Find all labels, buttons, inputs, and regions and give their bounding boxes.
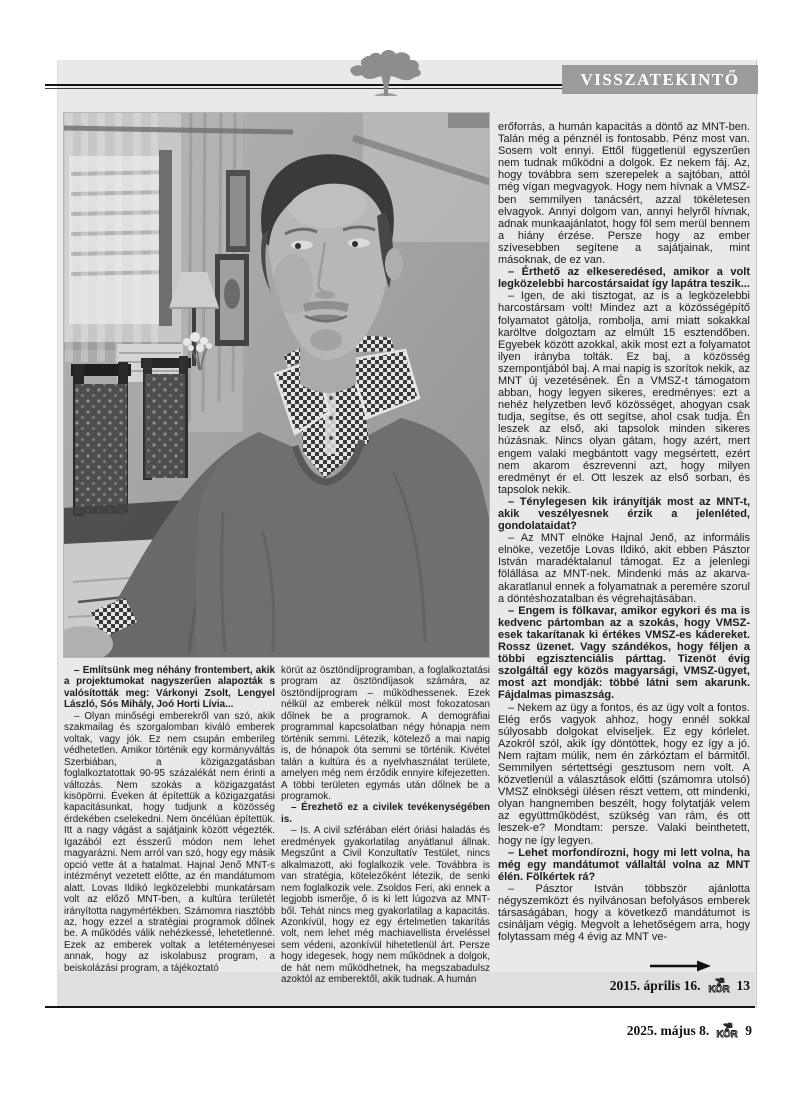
question-paragraph: – Lehet morfondírozni, hogy mi lett volna, ha még egy mandátumot vállaltál volna az MNT élén. Fölkértek rá?: [498, 846, 750, 883]
answer-paragraph: – Is. A civil szférában elért óriási haladás és eredmények gyakorlatilag anyátlanul állnak. Megszűnt a Civil Konzultatív Testület, nincs alkalmazott, aki foglalkozik vele. Továbbra is van stratégia, kötelezőként létezik, de senki nem foglalkozik vele. Zsoldos Feri, aki ennek a legjobb ismerője, ő is ki lett lúgozva az MNT-ből. Tehát nincs meg gyakorlatilag a kapacitás. Azonkívül, hogy ez egy értelmetlen takarítás volt, nem lehet még machiavellista érveléssel sem védeni, azonkívül hihetetlenül árt. Persze hogy idegesek, hogy nem működnek a dolgok, de hát nem működhetnek, ha megszabadulsz azoktól az emberektől, akik tudnak. A humán: [281, 825, 490, 986]
answer-paragraph: – Igen, de aki tisztogat, az is a legközelebbi harcostársam volt! Mindez azt a közösségépítő folyamatot gátolja, rombolja, ami miatt sokakkal karöltve dolgoztam az elmúlt 15 esztendőben. Egyebek között azokkal, akik most ezt a folyamatot ilyen irányba tolták. Ez baj, a közösség szempontjából baj. A mai napig is szorítok nekik, az MNT új vezetésének. Én a VMSZ-t támogatom abban, hogy legyen sikeres, eredményes: ezt a nehéz helyzetben levő közösséget, ahogyan csak tudja, segítse, és ott segítse, ahol csak tudja. Én leszek az első, aki tapsolok minden sikeres húzásnak. Nincs olyan gátam, hogy azért, mert engem valaki megbántott vagy megsértett, ezért nem akarom észrevenni azt, hogy milyen eredményt ér el. Ott leszek az első sorban, és tapsolok nekik.: [498, 290, 750, 496]
answer-paragraph: – Olyan minőségi emberekről van szó, akik szakmailag és szorgalomban kiváló emberek voltak, vagy jók. Ez nem csupán emberileg védhetetlen. Amikor történik egy kormányváltás Szerbiában, a közigazgatásban foglalkoztatottak 90-95 százalékát nem érinti a változás. Nem szokás a közigazgatást kisöpörni. Éveken át építettük a közigazgatási kapacitásunkat, hogy tudjunk a közösség érdekében cselekedni. Nem öncélúan építettük. Itt a nagy vágást a sajátjaink között végezték. Igazából ezt ésszerű módon nem lehet magyarázni. Nem arról van szó, hogy egy másik opció vette át a hatalmat. Hajnal Jenő MNT-s intézményt vezetett előtte, az én mandátumom alatt. Lovas Ildikó legközelebbi munkatársam volt az előző MNT-ben, a kultúra területét irányította nagymértékben. Számomra riasztóbb az, hogy ezzel a stratégiai programok dőlnek be. A működés válik nehézkessé, lehetetlenné. Ezek az emberek voltak a letéteményesei annak, hogy az iskolabusz program, a beiskolázási program, a tájékoztató: [64, 710, 275, 974]
kor-magazine-logo-icon: [706, 977, 732, 994]
article-column-2: [281, 665, 490, 991]
inner-page-footer: [610, 977, 750, 994]
continuation-paragraph: körút az ösztöndíjprogramban, a foglalkoztatási program az ösztöndíjasok számára, az ösztöndíjprogram – működhessenek. Ezek nélkül az emberek nélkül most fokozatosan dőlnek be a programok. A demográfiai programmal kapcsolatban négy hónapja nem történik semmi. Létezik, kötelező a mai napig is, de hónapok óta semmi se történik. Kivétel talán a kultúra és a nyelvhasználat területe, amelyen még nem érződik ennyire kifejezetten. A többi területen egymás után dőlnek be a programok.: [281, 665, 490, 802]
question-paragraph: – Említsünk meg néhány frontembert, akik a projektumokat nagyszerűen alapozták s valósították meg: Várkonyi Zsolt, Lengyel László, Sós Mihály, Joó Horti Lívia...: [64, 665, 275, 711]
kor-magazine-logo-icon: [714, 1022, 740, 1039]
question-paragraph: – Ténylegesen kik irányítják most az MNT-t, akik veszélyesnek érzik a jelenléted, gondolataidat?: [498, 495, 750, 533]
outer-footer-page-number: 9: [745, 1022, 752, 1038]
portrait-photo: [63, 112, 490, 658]
outer-footer-date: 2025. május 8.: [626, 1022, 710, 1038]
masthead-tree-icon: [344, 48, 428, 101]
article-column-1: [64, 665, 275, 991]
inner-footer-date: 2015. április 16.: [609, 977, 701, 993]
section-header-label: VISSZATEKINTŐ: [580, 70, 740, 89]
outer-page-footer: [627, 1022, 752, 1039]
continuation-paragraph: erőforrás, a humán kapacitás a döntő az MNT-ben. Talán még a pénznél is fontosabb. Pénz most van. Sosem volt ennyi. Ettől függetlenül egyszerűen nem tudnak működni a dolgok. Ez nekem fáj. Az, hogy továbbra sem szerepelek a sajtóban, attól még vígan megvagyok. Hogy nem hívnak a VMSZ-ben semmilyen tanácsért, azzal tökéletesen elvagyok. Annyi dolgom van, annyi helyről hívnak, adnak munkaajánlatot, hogy föl sem merül bennem a hiány érzése. Persze hogy az ember szívesebben segítene a sajátjainak, mint másoknak, de ez van.: [498, 121, 750, 267]
kor-logo-text: KÖR: [707, 984, 730, 994]
question-paragraph: – Érthető az elkeseredésed, amikor a volt legközelebbi harcostársaidat így lapátra teszik...: [498, 266, 750, 291]
question-paragraph: – Érezhető ez a civilek tevékenységében is.: [281, 802, 490, 825]
answer-paragraph: – Az MNT elnöke Hajnal Jenő, az informális elnöke, vezetője Lovas Ildikó, akit ebben Pásztor István maradéktalanul támogat. Ez a jelenlegi fölállása az MNT-nek. Mindenki más az akarva-akaratlanul ennek a folyamatnak a peremére szorul a döntéshozatalban és végrehajtásában.: [498, 532, 750, 605]
section-header: [562, 65, 758, 94]
inner-footer-page-number: 13: [736, 977, 750, 993]
bottom-rule: [45, 1006, 755, 1008]
answer-paragraph: – Pásztor István többször ajánlotta négyszemközt és nyilvánosan befolyásos emberek társaságában, hogy a következő mandátumot is csináljam végig. Megvolt a lehetőségem arra, hogy folytassam még 4 évig az MNT ve-: [498, 882, 750, 944]
photo-illustration: [63, 112, 490, 658]
question-paragraph: – Engem is fölkavar, amikor egykori és ma is kedvenc pártomban az a szokás, hogy VMSZ-esek takarítanak ki értékes VMSZ-es kádereket. Rossz üzenet. Vagy szándékos, hogy féljen a többi egzisztenciális párttag. Tizenöt évig szolgáltál egy közös magyarsági, VMSZ-ügyet, most azt mondják: többé látni sem akarunk. Fájdalmas pimaszság.: [498, 604, 750, 702]
continuation-arrow-icon: [650, 959, 712, 977]
kor-logo-text: KÖR: [716, 1029, 738, 1039]
article-column-3: [498, 121, 750, 977]
answer-paragraph: – Nekem az ügy a fontos, és az ügy volt a fontos. Elég erős vagyok ahhoz, hogy ennél sokkal súlyosabb dolgokat elviseljek. Ez egy kórlelet. Azokról szól, akik így döntöttek, hogy ez így a jó. Nem rajtam múlik, nem én zárkóztam el bármitől. Semmilyen sértettségi gesztusom nem volt. A közvetlenül a választások előtti (számomra utolsó) VMSZ elnökségi ülésen részt vettem, ott mindenki, olyan hangnemben beszélt, hogy folytatják velem az együttműködést, szükség van rám, és ott leszek-e? Mondtam: persze. Valaki beinthetett, hogy ne így legyen.: [498, 701, 750, 847]
